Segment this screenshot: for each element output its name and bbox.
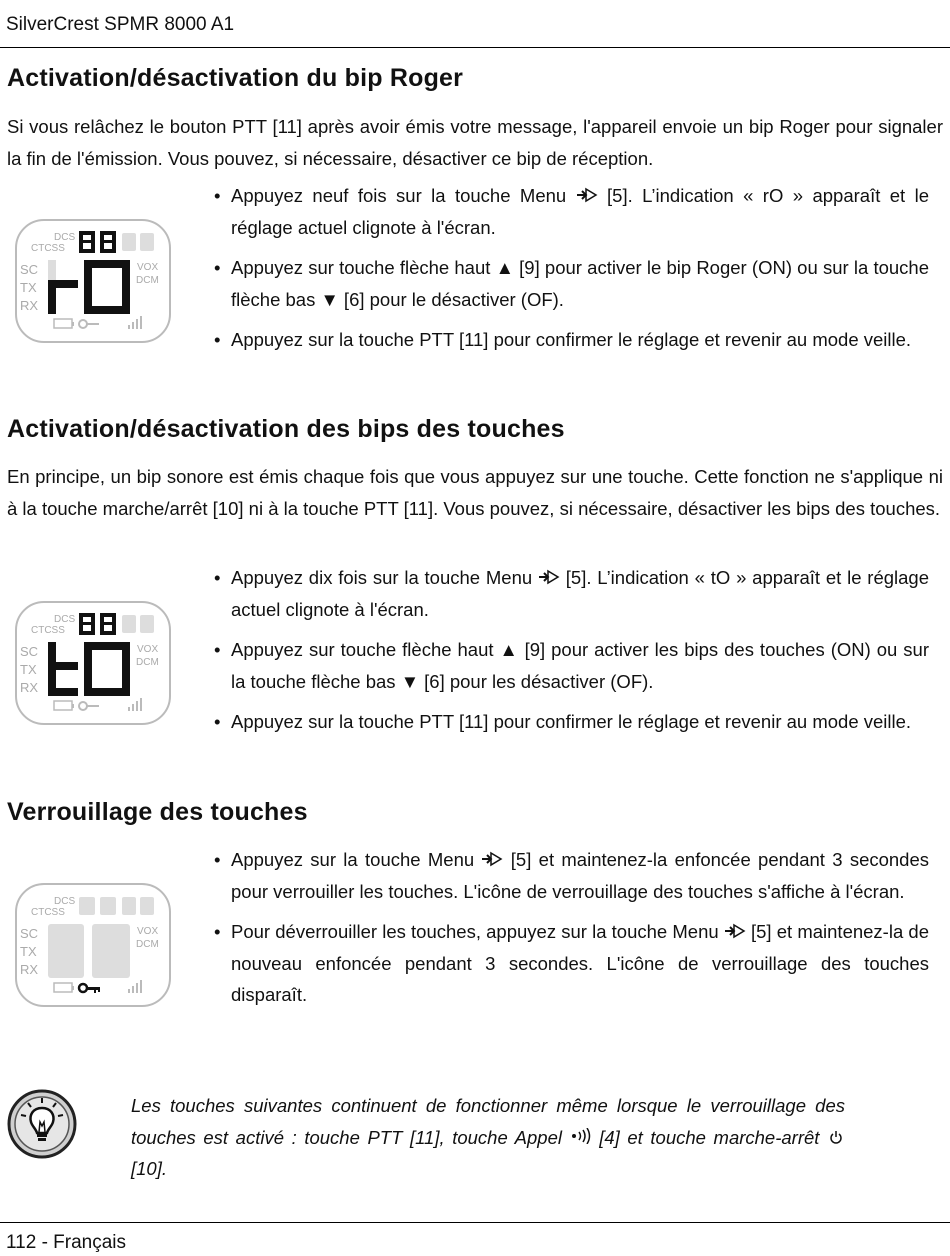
signal-strength-icon [128, 316, 142, 329]
power-icon [829, 1130, 843, 1144]
lcd-ctcss-label: CTCSS [31, 907, 65, 918]
signal-strength-icon [128, 980, 142, 993]
page-header: SilverCrest SPMR 8000 A1 [6, 14, 235, 35]
lcd-ctcss-label: CTCSS [31, 625, 65, 636]
menu-arrow-icon [481, 850, 503, 868]
battery-icon [54, 983, 74, 992]
call-signal-icon [570, 1128, 592, 1144]
lcd-dcm-label: DCM [136, 657, 159, 668]
lcd-tx-label: TX [20, 662, 37, 677]
lcd-dcm-label: DCM [136, 939, 159, 950]
lcd-vox-label: VOX [137, 262, 159, 273]
tip-note: Les touches suivantes continuent de fonctionner même lorsque le verrouillage des touches est activé : touche PTT [11], touche Appel [4] et touche marche-arrêt [10]. [131, 1095, 845, 1179]
lcd-tx-label: TX [20, 944, 37, 959]
page-footer: 112 - Français [6, 1232, 127, 1253]
key-lock-icon [79, 320, 99, 328]
menu-arrow-icon [576, 186, 598, 204]
list-item: • Appuyez sur touche flèche haut ▲ [9] pour activer les bips des touches (ON) ou sur la touche flèche bas ▼ [6] pour les désactiver (OF). [214, 634, 929, 697]
lcd-display-ro [14, 218, 172, 344]
section-intro-roger: Si vous relâchez le bouton PTT [11] après avoir émis votre message, l'appareil envoie un bip Roger pour signaler la fin de l'émission. Vous pouvez, si nécessaire, désactiver ce bip de réception. [7, 116, 943, 169]
list-item: • Appuyez dix fois sur la touche Menu [5]. L’indication « tO » apparaît et le réglage actuel clignote à l'écran. [214, 562, 929, 625]
battery-icon [54, 701, 74, 710]
bullet-list-roger [214, 180, 929, 365]
list-item: • Appuyez sur la touche PTT [11] pour confirmer le réglage et revenir au mode veille. [214, 706, 929, 738]
list-item: • Appuyez sur touche flèche haut ▲ [9] pour activer le bip Roger (ON) ou sur la touche flèche bas ▼ [6] pour le désactiver (OF). [214, 252, 929, 315]
lcd-tx-label: TX [20, 280, 37, 295]
lcd-display-lock [14, 882, 172, 1008]
lcd-vox-label: VOX [137, 926, 159, 937]
lcd-rx-label: RX [20, 680, 39, 695]
key-lock-icon [79, 702, 99, 710]
bullet-list-key-beeps [214, 562, 929, 747]
lcd-sc-label: SC [20, 262, 39, 277]
section-heading-key-beeps: Activation/désactivation des bips des touches [7, 415, 565, 443]
header-rule [0, 47, 950, 48]
key-lock-icon [79, 984, 100, 993]
section-heading-roger: Activation/désactivation du bip Roger [7, 64, 464, 92]
lcd-sc-label: SC [20, 644, 39, 659]
lcd-vox-label: VOX [137, 644, 159, 655]
footer-rule [0, 1222, 950, 1223]
bullet-list-key-lock [214, 844, 929, 1020]
lcd-sc-label: SC [20, 926, 39, 941]
lcd-display-to [14, 600, 172, 726]
list-item: • Appuyez neuf fois sur la touche Menu [5]. L’indication « rO » apparaît et le réglage actuel clignote à l'écran. [214, 180, 929, 243]
menu-arrow-icon [538, 568, 560, 586]
lcd-dcs-label: DCS [54, 232, 76, 243]
battery-icon [54, 319, 74, 328]
menu-arrow-icon [724, 922, 746, 940]
lcd-dcs-label: DCS [54, 896, 76, 907]
signal-strength-icon [128, 698, 142, 711]
lcd-rx-label: RX [20, 298, 39, 313]
section-heading-key-lock: Verrouillage des touches [7, 798, 308, 826]
lightbulb-tip-icon [6, 1088, 78, 1160]
lcd-dcm-label: DCM [136, 275, 159, 286]
list-item: • Appuyez sur la touche PTT [11] pour confirmer le réglage et revenir au mode veille. [214, 324, 929, 356]
lcd-rx-label: RX [20, 962, 39, 977]
section-intro-key-beeps: En principe, un bip sonore est émis chaque fois que vous appuyez sur une touche. Cette fonction ne s'applique ni à la touche marche/arrêt [10] ni à la touche PTT [11]. Vous pouvez, si nécessaire, désactiver les bips des touches. [7, 466, 943, 519]
list-item: • Pour déverrouiller les touches, appuyez sur la touche Menu [5] et maintenez-la de nouveau enfoncée pendant 3 secondes. L'icône de verrouillage des touches disparaît. [214, 916, 929, 1011]
lcd-dcs-label: DCS [54, 614, 76, 625]
lcd-ctcss-label: CTCSS [31, 243, 65, 254]
list-item: • Appuyez sur la touche Menu [5] et maintenez-la enfoncée pendant 3 secondes pour verrouiller les touches. L'icône de verrouillage des touches s'affiche à l'écran. [214, 844, 929, 907]
